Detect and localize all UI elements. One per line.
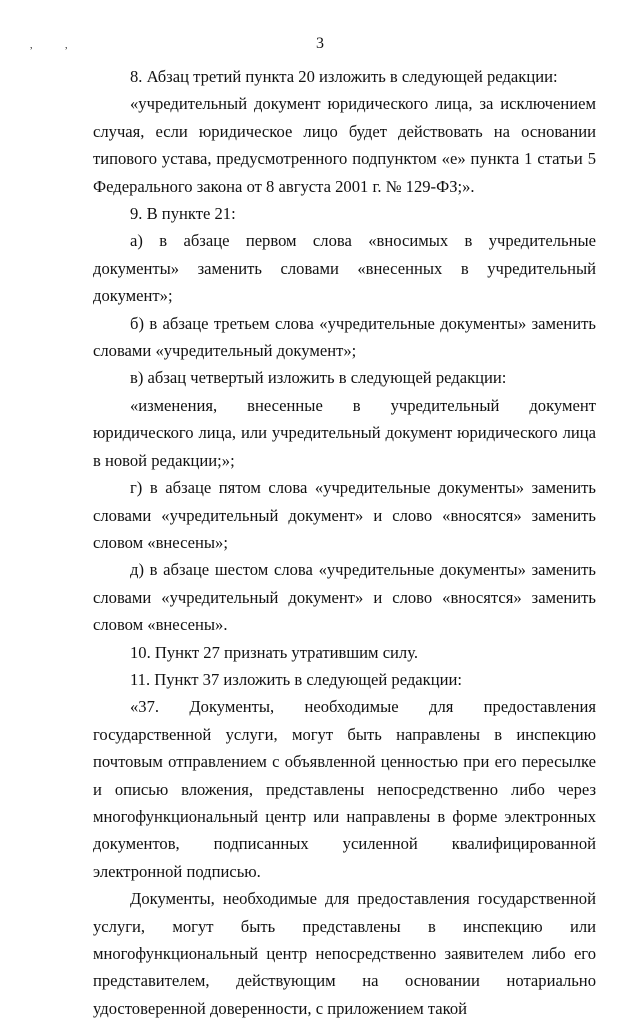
paragraph-documents-submission: Документы, необходимые для предоставления государственной услуги, могут быть представлены в инспекцию или многофункциональный центр непосредственно заявителем либо его представителем, действующим на основании нотариально удостоверенной доверенности, с приложением такой — [93, 889, 596, 1018]
margin-mark: , — [30, 40, 33, 51]
margin-mark: , — [65, 40, 68, 51]
paragraph-item-8: 8. Абзац третий пункта 20 изложить в следующей редакции: — [130, 67, 558, 86]
paragraph-subitem-d: д) в абзаце шестом слова «учредительные документы» заменить словами «учредительный документ» и слово «вносятся» заменить словом «внесены». — [93, 560, 596, 635]
paragraph-subitem-b: б) в абзаце третьем слова «учредительные документы» заменить словами «учредительный документ»; — [93, 313, 596, 361]
document-body — [93, 63, 596, 1022]
paragraph-quote-changes: «изменения, внесенные в учредительный документ юридического лица, или учредительный документ юридического лица в новой редакции;»; — [93, 395, 596, 470]
paragraph-subitem-a: а) в абзаце первом слова «вносимых в учредительные документы» заменить словами «внесенных в учредительный документ»; — [93, 231, 596, 306]
paragraph-item-9: 9. В пункте 21: — [130, 204, 236, 224]
paragraph-subitem-v: в) абзац четвертый изложить в следующей редакции: — [130, 368, 507, 388]
paragraph-quote-founding-document: «учредительный документ юридического лица, за исключением случая, если юридическое лицо будет действовать на основании типового устава, предусмотренного подпунктом «е» пункта 1 статьи 5 Федерального закона от 8 августа 2001 г. № 129-ФЗ;». — [93, 94, 596, 196]
paragraph-item-10: 10. Пункт 27 признать утратившим силу. — [130, 642, 418, 662]
page-number: 3 — [316, 35, 324, 52]
paragraph-subitem-g: г) в абзаце пятом слова «учредительные документы» заменить словами «учредительный документ» и слово «вносятся» заменить словом «внесены»; — [93, 478, 596, 552]
paragraph-quote-37: «37. Документы, необходимые для предоставления государственной услуги, могут быть направлены в инспекцию почтовым отправлением с объявленной ценностью при его пересылке и описью вложения, представлены непосредственно либо через многофункциональный центр или направлены в форме электронных документов, подписанных усиленной квалифицированной электронной подписью. — [93, 697, 596, 881]
paragraph-item-11: 11. Пункт 37 изложить в следующей редакции: — [130, 669, 462, 689]
